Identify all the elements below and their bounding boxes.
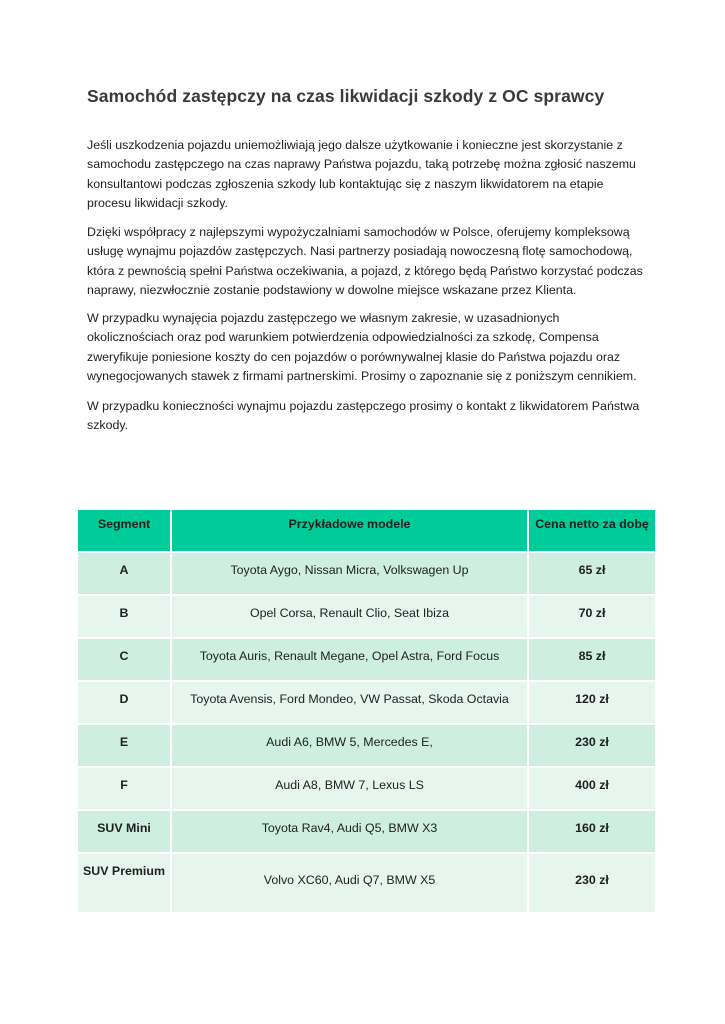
paragraph-contact: W przypadku konieczności wynajmu pojazdu zastępczego prosimy o kontakt z likwidatorem Państwa szkody. bbox=[87, 399, 640, 433]
models-cell: Toyota Avensis, Ford Mondeo, VW Passat, Skoda Octavia bbox=[171, 681, 528, 724]
price-cell: 120 zł bbox=[528, 681, 656, 724]
price-cell: 85 zł bbox=[528, 638, 656, 681]
table-row bbox=[78, 595, 656, 638]
segment-cell: B bbox=[78, 595, 171, 638]
paragraph-partners: Dzięki współpracy z najlepszymi wypożyczalniami samochodów w Polsce, oferujemy kompleksową usługę wynajmu pojazdów zastępczych. Nasi partnerzy posiadają nowoczesną flotę samochodową, która z pewnością spełni Państwa oczekiwania, a pojazd, z którego będą Państwo korzystać podczas naprawy, niezwłocznie zostanie podstawiony w dowolne miejsce wskazane przez Klienta. bbox=[87, 225, 643, 297]
models-cell: Audi A8, BMW 7, Lexus LS bbox=[171, 767, 528, 810]
price-table bbox=[78, 510, 657, 914]
price-cell: 230 zł bbox=[528, 724, 656, 767]
segment-cell: F bbox=[78, 767, 171, 810]
table-row bbox=[78, 638, 656, 681]
segment-cell: D bbox=[78, 681, 171, 724]
header-models: Przykładowe modele bbox=[171, 510, 528, 552]
table-row bbox=[78, 552, 656, 595]
table-row bbox=[78, 681, 656, 724]
models-cell: Audi A6, BMW 5, Mercedes E, bbox=[171, 724, 528, 767]
price-cell: 160 zł bbox=[528, 810, 656, 853]
table-row bbox=[78, 724, 656, 767]
segment-cell: C bbox=[78, 638, 171, 681]
models-cell: Toyota Auris, Renault Megane, Opel Astra, Ford Focus bbox=[171, 638, 528, 681]
table-row bbox=[78, 853, 656, 913]
models-cell: Opel Corsa, Renault Clio, Seat Ibiza bbox=[171, 595, 528, 638]
table-header-row bbox=[78, 510, 656, 552]
price-cell: 230 zł bbox=[528, 853, 656, 913]
models-cell: Volvo XC60, Audi Q7, BMW X5 bbox=[171, 853, 528, 913]
price-cell: 65 zł bbox=[528, 552, 656, 595]
segment-cell: SUV Mini bbox=[78, 810, 171, 853]
price-cell: 400 zł bbox=[528, 767, 656, 810]
table-row bbox=[78, 810, 656, 853]
segment-cell: SUV Premium bbox=[78, 853, 171, 913]
paragraph-own-rental: W przypadku wynajęcia pojazdu zastępczego we własnym zakresie, w uzasadnionych okolicznościach oraz pod warunkiem potwierdzenia odpowiedzialności za szkodę, Compensa zweryfikuje poniesione koszty do cen pojazdów o porównywalnej klasie do Państwa pojazdu oraz wynegocjowanych stawek z firmami partnerskimi. Prosimy o zapoznanie się z poniższym cennikiem. bbox=[87, 311, 637, 383]
price-cell: 70 zł bbox=[528, 595, 656, 638]
table-row bbox=[78, 767, 656, 810]
page-title: Samochód zastępczy na czas likwidacji szkody z OC sprawcy bbox=[87, 86, 605, 106]
header-price: Cena netto za dobę bbox=[528, 510, 656, 552]
models-cell: Toyota Aygo, Nissan Micra, Volkswagen Up bbox=[171, 552, 528, 595]
header-segment: Segment bbox=[78, 510, 171, 552]
segment-cell: E bbox=[78, 724, 171, 767]
segment-cell: A bbox=[78, 552, 171, 595]
models-cell: Toyota Rav4, Audi Q5, BMW X3 bbox=[171, 810, 528, 853]
paragraph-intro: Jeśli uszkodzenia pojazdu uniemożliwiają jego dalsze użytkowanie i konieczne jest skorzystanie z samochodu zastępczego na czas naprawy Państwa pojazdu, taką potrzebę można zgłosić naszemu konsultantowi podczas zgłoszenia szkody lub kontaktując się z naszym likwidatorem na etapie procesu likwidacji szkody. bbox=[87, 138, 636, 210]
